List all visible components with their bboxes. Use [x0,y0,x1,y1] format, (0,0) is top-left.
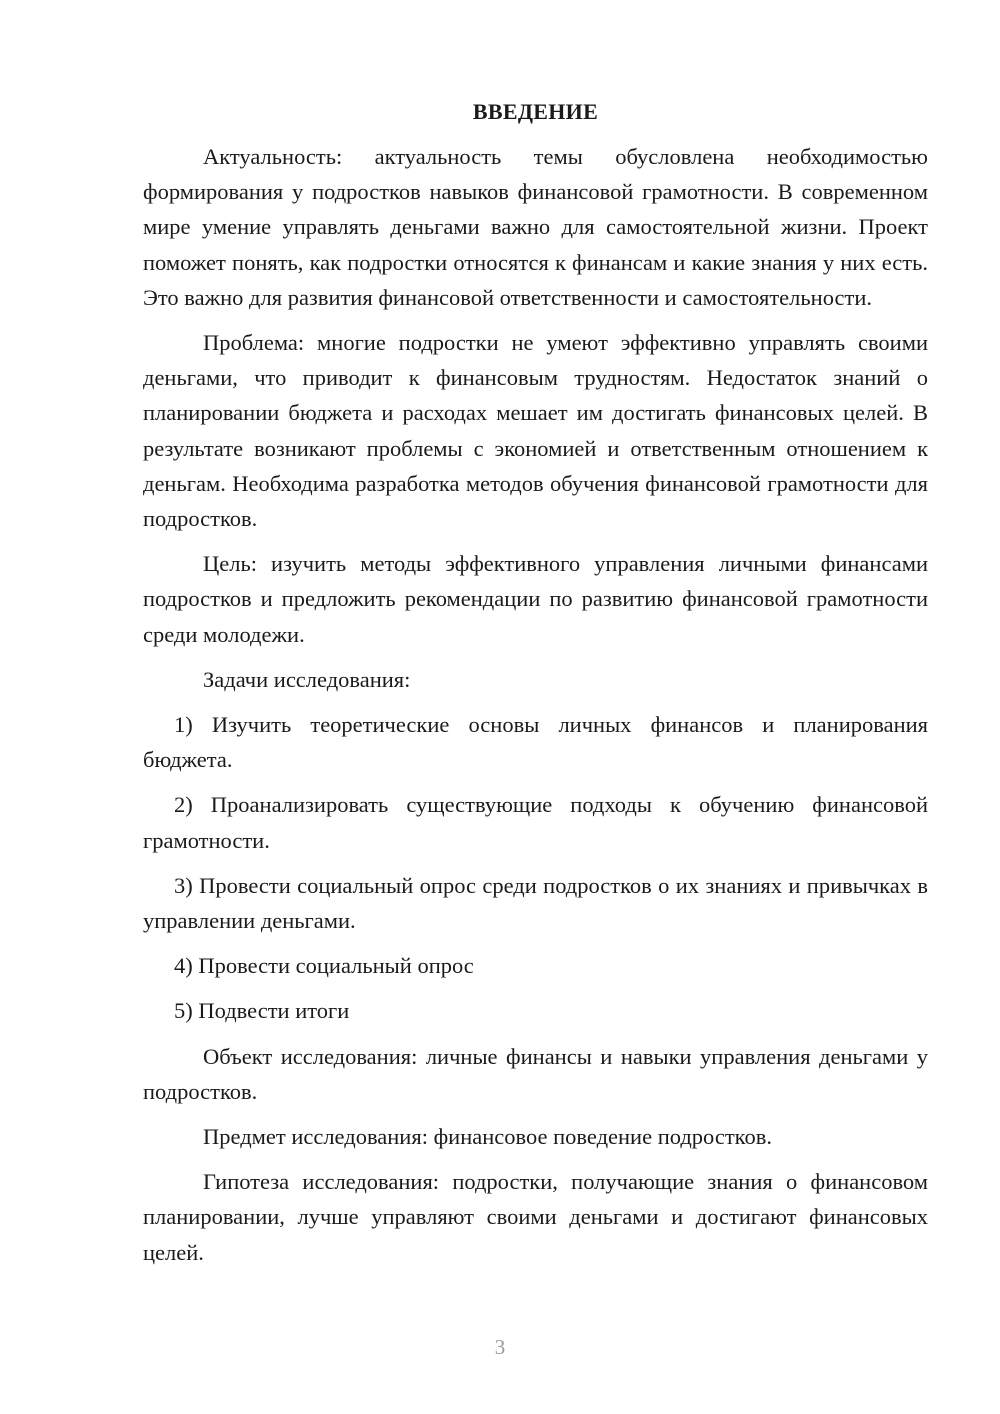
section-title: ВВЕДЕНИЕ [472,99,599,124]
task-item: 2) Проанализировать существующие подходы к обучению финансовой грамотности. [143,792,928,853]
problem-paragraph: Проблема: многие подростки не умеют эффективно управлять своими деньгами, что приводит к финансовым трудностям. Недостаток знаний о планировании бюджета и расходах мешает им достигать финансовых целей. В результате возникают проблемы с экономией и ответственным отношением к деньгам. Необходима разработка методов обучения финансовой грамотности для подростков. [143,330,928,532]
task-item: 5) Подвести итоги [174,998,350,1024]
task-item: 3) Провести социальный опрос среди подростков о их знаниях и привычках в управлении деньгами. [143,872,928,934]
hypothesis-paragraph: Гипотеза исследования: подростки, получающие знания о финансовом планировании, лучше управляют своими деньгами и достигают финансовых целей. [143,1169,928,1265]
page-content [143,94,928,1280]
relevance-paragraph: Актуальность: актуальность темы обусловлена необходимостью формирования у подростков навыков финансовой грамотности. В современном мире умение управлять деньгами важно для самостоятельной жизни. Проект поможет понять, как подростки относятся к финансам и какие знания у них есть. Это важно для развития финансовой ответственности и самостоятельности. [143,144,928,310]
task-item: 4) Провести социальный опрос [174,953,474,979]
goal-paragraph: Цель: изучить методы эффективного управления личными финансами подростков и предложить рекомендации по развитию финансовой грамотности среди молодежи. [143,551,928,647]
task-item: 1) Изучить теоретические основы личных финансов и планирования бюджета. [143,712,928,773]
page-number: 3 [494,1335,506,1359]
object-paragraph: Объект исследования: личные финансы и навыки управления деньгами у подростков. [143,1043,928,1104]
tasks-heading: Задачи исследования: [203,666,411,692]
subject-paragraph: Предмет исследования: финансовое поведение подростков. [203,1124,772,1150]
